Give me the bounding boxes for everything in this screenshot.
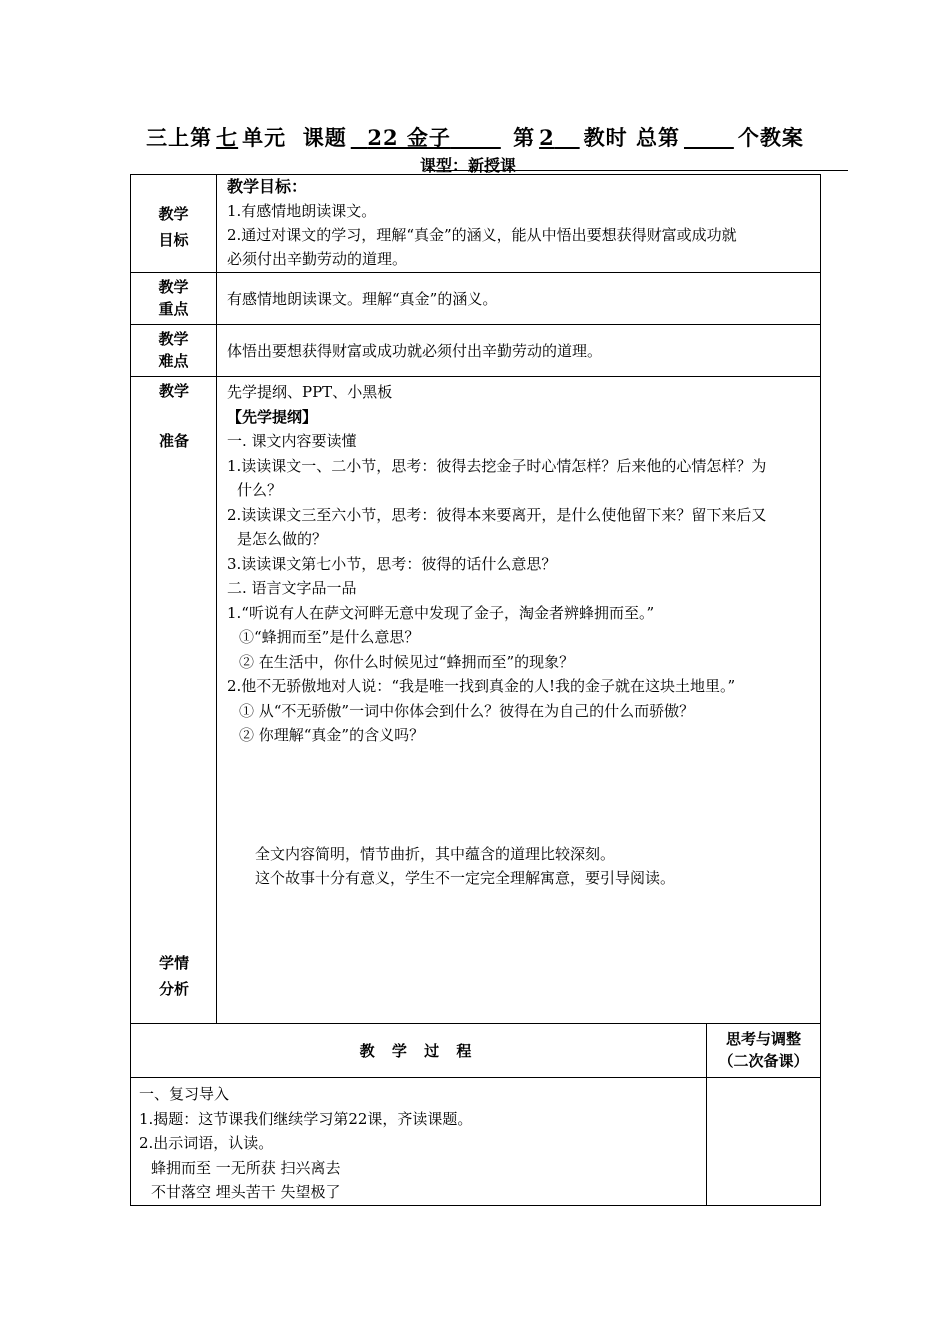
outline-heading: 【先学提纲】 [227,407,318,426]
title-text: 个教案 [737,125,804,150]
lesson-name: 22 金子 [367,125,451,150]
prep-label: 准备 [158,432,189,450]
process-content-row [131,1078,821,1206]
prep-line: ② 在生活中，你什么时候见过“蜂拥而至”的现象？ [239,652,575,671]
prep-line: 一. 课文内容要读懂 [227,432,357,450]
process-line: 蜂拥而至 一无所获 扫兴离去 [151,1158,341,1177]
goals-label: 教学 目标 [131,175,217,273]
title-text: 总第 [635,125,680,150]
analysis-label: 分析 [158,980,189,998]
prep-label: 教学 [158,382,189,400]
difficulties-row [131,325,821,377]
header-rule [426,170,848,171]
title-text: 单元 [242,125,287,150]
prep-analysis-labels [131,377,217,1024]
prep-line: 3.读读课文第七小节，思考：彼得的话什么意思？ [227,554,557,573]
title-text: 课题 [302,125,347,150]
reflection-cell [707,1078,821,1206]
key-points-row [131,273,821,325]
prep-line: 1.读读课文一、二小节，思考：彼得去挖金子时心情怎样？后来他的心情怎样？为 [227,456,767,475]
process-heading: 教 学 过 程 [131,1024,707,1078]
analysis-line: 全文内容简明，情节曲折，其中蕴含的道理比较深刻。 [255,844,616,863]
document-title [0,122,950,152]
title-text: 第 [513,125,536,150]
lesson-plan-table [130,174,821,1206]
prep-analysis-row [131,377,821,1024]
process-line: 2.出示词语，认读。 [139,1134,274,1152]
spacer [227,748,820,842]
difficulties-text: 体悟出要想获得财富或成功就必须付出辛勤劳动的道理。 [217,325,821,377]
prep-line: 是怎么做的？ [237,530,328,548]
process-line: 1.揭题：这节课我们继续学习第22课，齐读课题。 [139,1109,473,1128]
reflection-heading: 思考与调整 （二次备课） [707,1024,821,1078]
analysis-label: 学情 [158,954,189,972]
key-points-text: 有感情地朗读课文。理解“真金”的涵义。 [217,273,821,325]
lesson-type: 课型：新授课 [420,156,517,175]
process-header-row [131,1024,821,1078]
title-text: 教时 [583,125,628,150]
prep-line: 二. 语言文字品一品 [227,579,357,597]
key-points-label: 教学 重点 [131,273,217,325]
analysis-line: 这个故事十分有意义，学生不一定完全理解寓意，要引导阅读。 [255,869,676,887]
goals-row [131,175,821,273]
prep-line: 先学提纲、PPT、小黑板 [227,383,393,401]
difficulties-label: 教学 难点 [131,325,217,377]
process-line: 不甘落空 埋头苦干 失望极了 [151,1183,341,1201]
prep-line: 什么？ [237,481,283,499]
prep-line: 1.“听说有人在萨文河畔无意中发现了金子，淘金者辨蜂拥而至。” [227,603,655,622]
unit-number: 七 [216,125,239,150]
period-number: 2 [539,125,555,150]
process-content [131,1078,707,1206]
total-number [680,125,738,150]
prep-line: 2.读读课文三至六小节，思考：彼得本来要离开，是什么使他留下来？留下来后又 [227,505,767,524]
title-text: 三上第 [146,125,213,150]
prep-line: ①“蜂拥而至”是什么意思？ [239,628,420,646]
prep-content [217,377,821,1024]
prep-line: 2.他不无骄傲地对人说：“我是唯一找到真金的人!我的金子就在这块土地里。” [227,677,736,695]
goals-content: 教学目标： 1.有感情地朗读课文。 2.通过对课文的学习，理解“真金”的涵义，能从中悟出要想获得财富或成功就 必须付出辛勤劳动的道理。 [217,175,821,273]
process-line: 一、复习导入 [139,1085,230,1103]
prep-line: ① 从“不无骄傲”一词中你体会到什么？彼得在为自己的什么而骄傲？ [239,701,695,720]
prep-line: ② 你理解“真金”的含义吗？ [239,726,425,744]
